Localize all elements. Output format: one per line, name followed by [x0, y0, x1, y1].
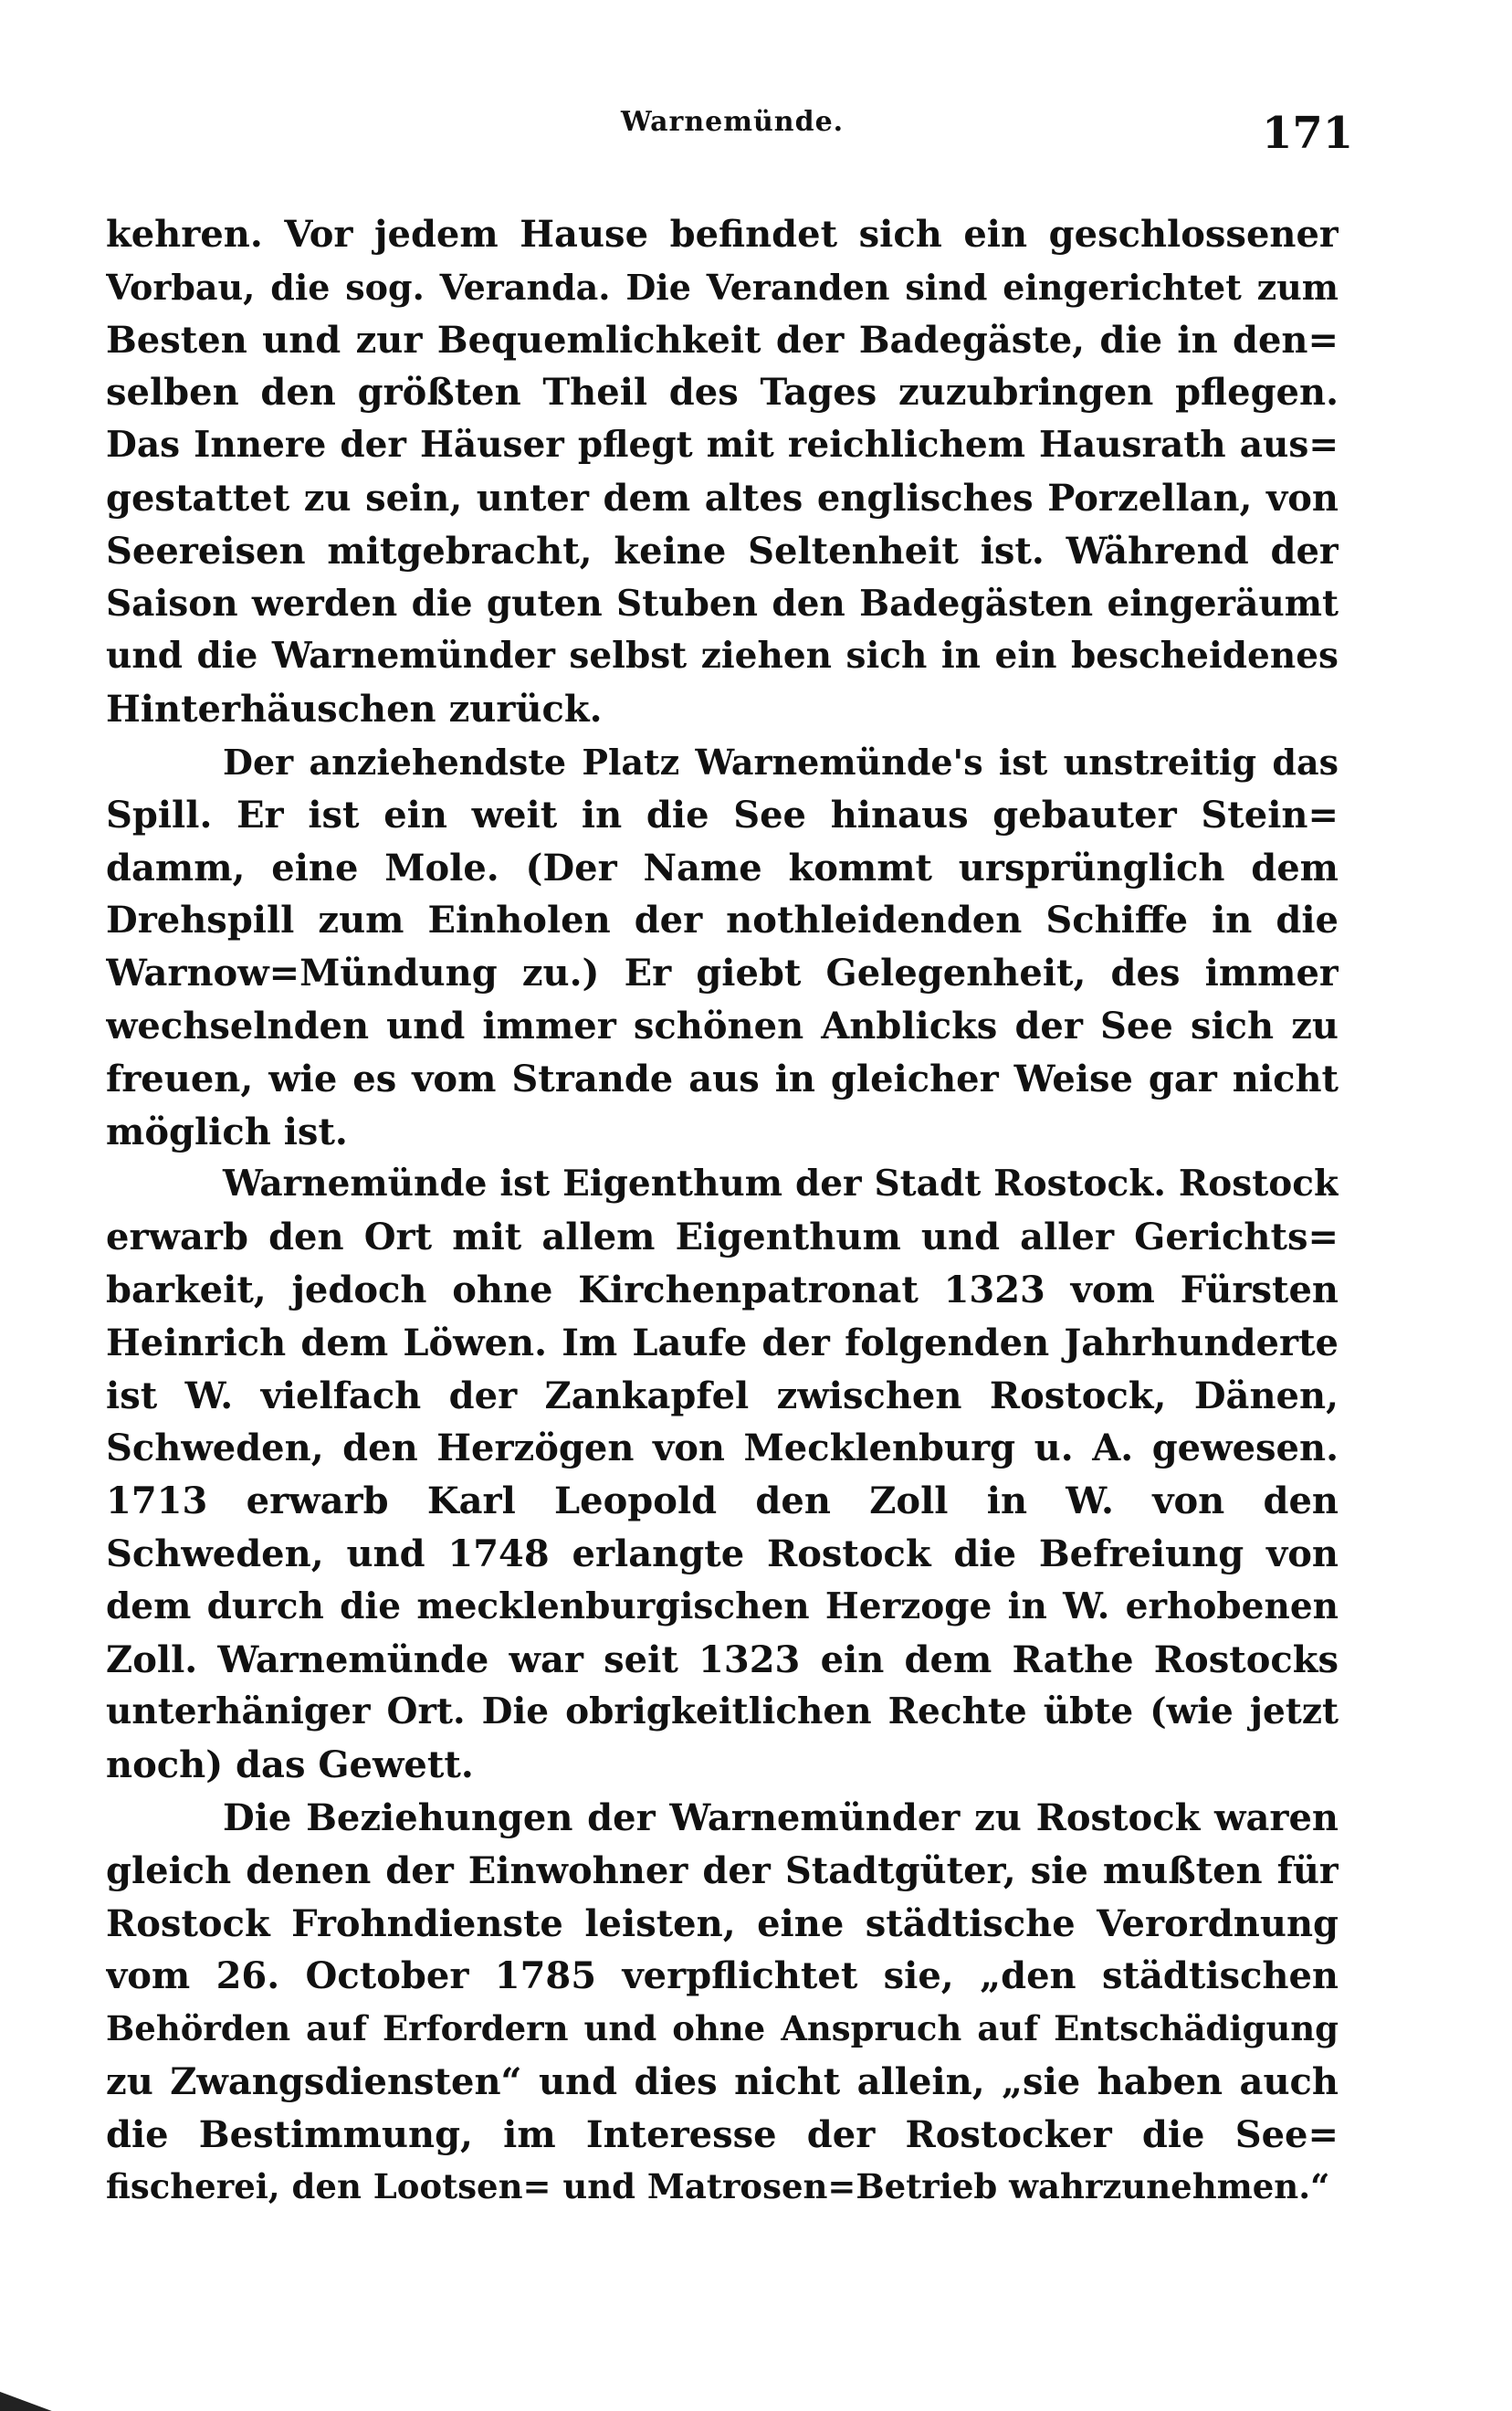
running-head: Warnemünde. — [621, 106, 845, 138]
text-line: 1713 erwarb Karl Leopold den Zoll in W. von den — [106, 1479, 1339, 1523]
text-line: möglich ist. — [106, 1110, 348, 1153]
text-line: ist W. vielfach der Zankapfel zwischen Rostock, Dänen, — [106, 1374, 1339, 1417]
text-line: Rostock Frohndienste leisten, eine städtische Verordnung — [106, 1901, 1339, 1945]
text-line: Warnemünde ist Eigenthum der Stadt Rostock. Rostock — [223, 1163, 1339, 1206]
text-line: Besten und zur Bequemlichkeit der Badegäste, die in den= — [106, 318, 1339, 362]
text-line: und die Warnemünder selbst ziehen sich in ein bescheidenes — [106, 635, 1339, 678]
text-line: Hinterhäuschen zurück. — [106, 688, 603, 732]
body-text — [106, 208, 1339, 2214]
text-line: gleich denen der Einwohner der Stadtgüter, sie mußten für — [106, 1848, 1339, 1892]
text-line: dem durch die mecklenburgischen Herzoge in W. erhobenen — [106, 1585, 1339, 1627]
text-line: Vorbau, die sog. Veranda. Die Veranden sind eingerichtet zum — [106, 266, 1339, 308]
text-line: Seereisen mitgebracht, keine Seltenheit ist. Während der — [106, 529, 1339, 573]
page-number: 171 — [1262, 108, 1354, 159]
text-line: unterhäniger Ort. Die obrigkeitlichen Rechte übte (wie jetzt — [106, 1690, 1339, 1733]
text-line: Drehspill zum Einholen der nothleidenden Schiffe in die — [106, 899, 1339, 942]
text-line: Zoll. Warnemünde war seit 1323 ein dem Rathe Rostocks — [106, 1637, 1339, 1681]
text-line: barkeit, jedoch ohne Kirchenpatronat 1323 vom Fürsten — [106, 1268, 1339, 1311]
text-line: damm, eine Mole. (Der Name kommt ursprünglich dem — [106, 846, 1339, 890]
text-line: Warnow=Mündung zu.) Er giebt Gelegenheit, des immer — [106, 952, 1339, 995]
text-line: Das Innere der Häuser pflegt mit reichlichem Hausrath aus= — [106, 424, 1339, 467]
text-line: Heinrich dem Löwen. Im Laufe der folgenden Jahrhunderte — [106, 1321, 1339, 1364]
text-line: Die Beziehungen der Warnemünder zu Rostock waren — [223, 1795, 1339, 1839]
scan-edge-mark — [0, 2387, 64, 2411]
text-line: noch) das Gewett. — [106, 1743, 474, 1787]
text-line: kehren. Vor jedem Hause befindet sich ein geschlossener — [106, 213, 1339, 256]
text-line: selben den größten Theil des Tages zuzubringen pflegen. — [106, 371, 1339, 415]
text-line: vom 26. October 1785 verpflichtet sie, „den städtischen — [106, 1954, 1339, 1998]
text-line: wechselnden und immer schönen Anblicks der See sich zu — [106, 1004, 1339, 1048]
text-line: zu Zwangsdiensten“ und dies nicht allein, „sie haben auch — [106, 2059, 1339, 2103]
text-line: die Bestimmung, im Interesse der Rostocker die See= — [106, 2112, 1339, 2156]
text-line: erwarb den Ort mit allem Eigenthum und aller Gerichts= — [106, 1216, 1339, 1259]
text-line: freuen, wie es vom Strande aus in gleicher Weise gar nicht — [106, 1057, 1339, 1100]
text-line: Behörden auf Erfordern und ohne Anspruch auf Entschädigung — [106, 2008, 1339, 2049]
text-line: Der anziehendste Platz Warnemünde's ist unstreitig das — [223, 741, 1339, 783]
text-line: Saison werden die guten Stuben den Badegästen eingeräumt — [106, 582, 1339, 625]
text-line: fischerei, den Lootsen= und Matrosen=Betrieb wahrzunehmen.“ — [106, 2166, 1330, 2207]
text-line: Spill. Er ist ein weit in die See hinaus gebauter Stein= — [106, 793, 1339, 837]
text-line: Schweden, den Herzögen von Mecklenburg u. A. gewesen. — [106, 1427, 1339, 1470]
text-line: gestattet zu sein, unter dem altes englisches Porzellan, von — [106, 476, 1339, 520]
text-line: Schweden, und 1748 erlangte Rostock die Befreiung von — [106, 1532, 1339, 1575]
